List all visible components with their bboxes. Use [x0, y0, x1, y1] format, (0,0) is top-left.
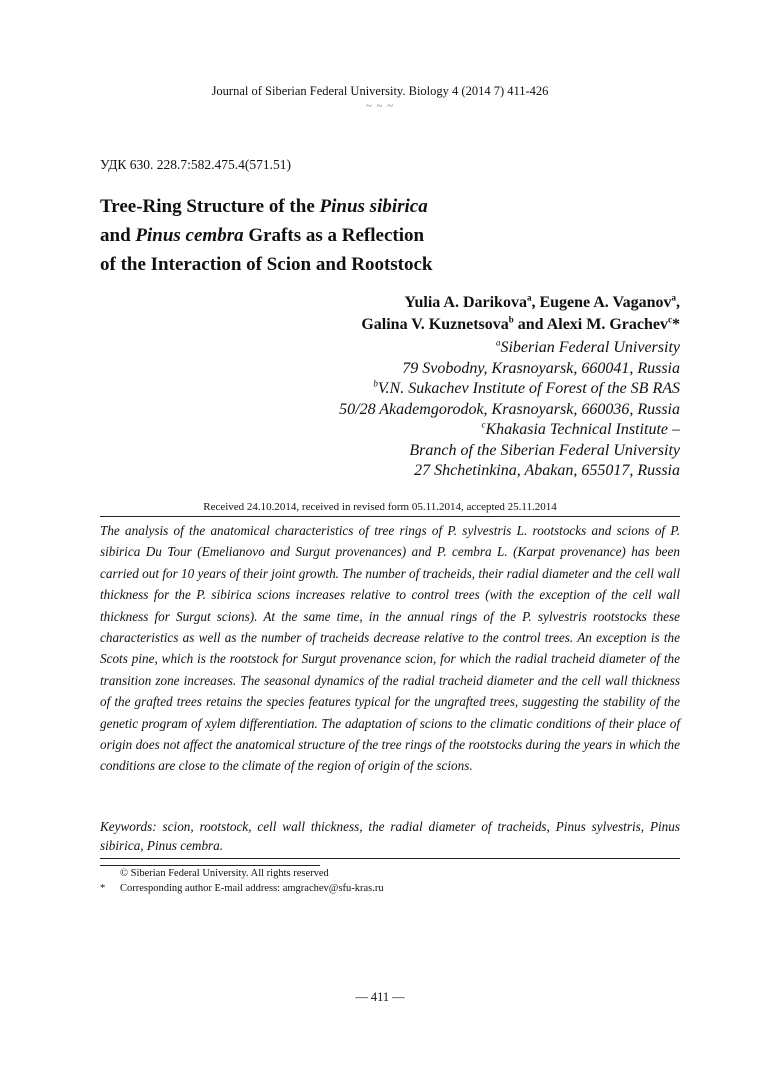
author-sep: ,: [676, 294, 680, 311]
page-number: — 411 —: [355, 990, 405, 1004]
divider: [100, 516, 680, 517]
author-affil-mark: b: [508, 314, 514, 325]
affil-line: Khakasia Technical Institute –: [485, 421, 680, 438]
title-line3: of the Interaction of Scion and Rootstock: [100, 254, 433, 275]
author-affil-mark: a: [526, 292, 532, 303]
received-dates: Received 24.10.2014, received in revised form 05.11.2014, accepted 25.11.2014: [203, 501, 557, 513]
corresponding-author-footnote: Corresponding author E-mail address: amgrachev@sfu-kras.ru: [120, 883, 384, 894]
affil-mark: a: [495, 337, 501, 348]
title-species1: Pinus sibirica: [319, 196, 428, 217]
udc-code: УДК 630. 228.7:582.475.4(571.51): [100, 157, 292, 172]
author-name: Yulia A. Darikova: [404, 294, 527, 311]
footnote-mark: *: [100, 883, 106, 894]
affil-mark: c: [481, 419, 486, 430]
affil-line: Branch of the Siberian Federal University: [409, 441, 680, 459]
affil-address: 50/28 Akademgorodok, Krasnoyarsk, 660036, Russia: [339, 400, 680, 418]
affil-line: Siberian Federal University: [500, 339, 680, 356]
affil-line: V.N. Sukachev Institute of Forest of the SB RAS: [377, 380, 680, 397]
author-affil-mark: a: [671, 292, 676, 303]
title-part1: Tree-Ring Structure of the: [100, 196, 320, 217]
affil-address: 79 Svobodny, Krasnoyarsk, 660041, Russia: [402, 359, 680, 377]
keywords: Keywords: scion, rootstock, cell wall thickness, the radial diameter of tracheids, Pinus sylvestris, Pinus sibirica, Pinus cembra.: [100, 819, 680, 853]
author-list: [240, 292, 680, 336]
affiliation-c: [220, 420, 680, 441]
author-name: Eugene A. Vaganov: [539, 294, 672, 311]
author-name: Alexi M. Grachev: [546, 316, 668, 333]
header-separator: ~ ~ ~: [365, 100, 395, 112]
affiliation-a: [220, 338, 680, 359]
paper-title: [100, 192, 540, 279]
author-name: Galina V. Kuznetsova: [361, 316, 509, 333]
affiliation-b: [220, 379, 680, 400]
author-sep: and: [513, 316, 547, 333]
title-part3: Grafts as a Reflection: [243, 225, 425, 246]
abstract: The analysis of the anatomical characteristics of tree rings of P. sylvestris L. rootstocks and scions of P. sibirica Du Tour (Emelianovo and Surgut provenances) and P. cembra L. (Karpat provenance) has been carried out for 10 years of their joint growth. The number of tracheids, their radial diameter and the cell wall thickness for the P. sibirica scions increases relative to control trees (with the exception of the cell wall thickness for Surgut scions). At the same time, in the annual rings of the P. sylvestris rootstocks these characteristics as well as the number of tracheids decrease relative to the control trees. An exception is the Scots pine, which is the rootstock for Surgut provenance scion, for which the radial tracheid diameter of the transition zone increases. The seasonal dynamics of the radial tracheid diameter and the cell wall thickness of the grafted trees retains the species features typical for the ungrafted trees, suggesting the stability of the genetic program of xylem differentiation. The adaptation of scions to the climatic conditions of their place of origin does not affect the anatomical structure of the tree rings of the rootstocks during the years in which the conditions are close to the climate of the region of origin of the scions.: [100, 523, 680, 774]
author-affil-mark: c: [668, 314, 672, 325]
author-sep: ,: [531, 294, 540, 311]
title-species2: Pinus cembra: [135, 225, 244, 246]
author-sep: *: [672, 316, 680, 333]
affil-address: 27 Shchetinkina, Abakan, 655017, Russia: [414, 462, 680, 479]
copyright-footnote: © Siberian Federal University. All rights reserved: [120, 868, 329, 879]
divider: [100, 858, 680, 859]
journal-header: Journal of Siberian Federal University. Biology 4 (2014 7) 411-426: [211, 84, 549, 98]
title-part2: and: [100, 225, 136, 246]
footnote-divider: [100, 865, 320, 866]
affil-mark: b: [373, 378, 378, 389]
affiliations: [220, 338, 680, 482]
